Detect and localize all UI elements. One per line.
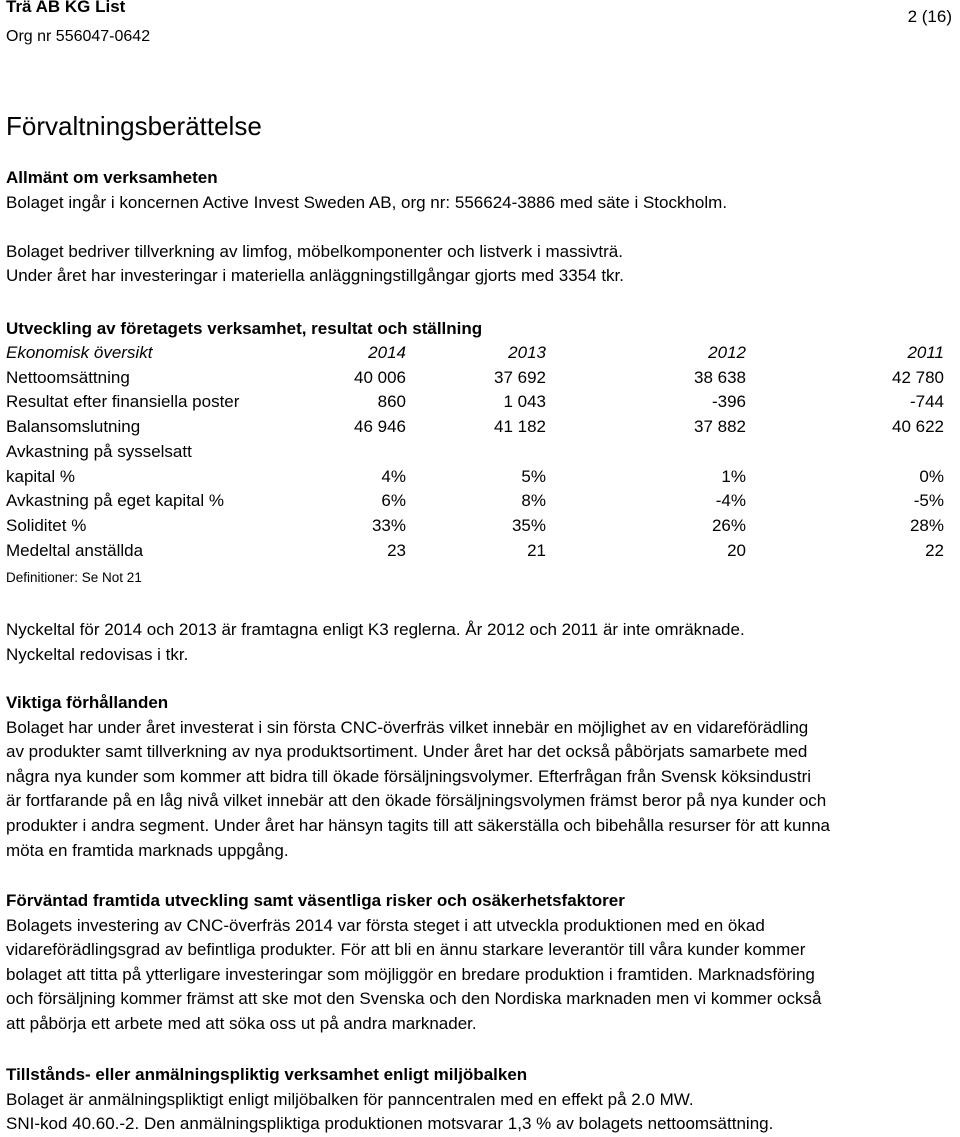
table-cell [296,440,406,465]
table-cell: 38 638 [694,367,746,387]
table-row [6,440,944,465]
row-label: Soliditet % [6,515,87,535]
paragraph-line: Bolaget är anmälningspliktigt enligt miljöbalken för panncentralen med en effekt på 2.0 MW. [6,1089,694,1109]
table-row [6,390,944,415]
paragraph-line: Bolagets investering av CNC-överfräs 2014 var första steget i att utveckla produktionen med en ökad [6,915,765,935]
page-number: 2 (16) [907,7,952,26]
table-row [6,366,944,391]
table-cell: 26% [711,515,746,535]
paragraph-line: produkter i andra segment. Under året har hänsyn tagits till att säkerställa och bibehålla resurser för att kunna [6,815,830,835]
key-figures-table [6,341,944,563]
paragraph-line: SNI-kod 40.60.-2. Den anmälningspliktiga produktionen motsvarar 1,3 % av bolagets nettoomsättning. [6,1114,774,1134]
row-label: Avkastning på sysselsatt [6,441,192,461]
row-label: Resultat efter finansiella poster [6,392,240,412]
row-label: kapital % [6,466,75,486]
table-cell: 28% [909,515,944,535]
section-heading: Tillstånds- eller anmälningspliktig verksamhet enligt miljöbalken [6,1065,528,1084]
definitions-note: Definitioner: Se Not 21 [6,570,142,585]
section-viktiga [6,691,948,863]
paragraph-line: Bolaget har under året investerat i sin första CNC-överfräs vilket innebär en möjlighet av en vidareförädling [6,717,809,737]
row-label: Balansomslutning [6,417,141,437]
paragraph-line: av produkter samt tillverkning av nya produktsortiment. Under året har det också påbörjats samarbete med [6,742,808,762]
row-label: Medeltal anställda [6,540,144,560]
section-miljo [6,1063,948,1137]
column-header: Ekonomisk översikt [6,343,153,362]
table-cell: 1% [721,466,746,486]
row-label: Avkastning på eget kapital % [6,491,224,511]
table-cell: 5% [521,466,546,486]
paragraph-line: bolaget att titta på ytterligare investeringar som möjliggör en bredare produktion i framtiden. Marknadsföring [6,964,815,984]
table-row [6,539,944,564]
paragraph-line: att påbörja ett arbete med att söka oss ut på andra marknader. [6,1013,477,1033]
table-cell: 42 780 [892,367,944,387]
table-cell: -744 [909,392,944,412]
page-title: Förvaltningsberättelse [6,111,262,141]
table-cell: 0% [919,466,944,486]
row-label: Nettoomsättning [6,367,130,387]
table-cell: 8% [521,491,546,511]
table-cell: 37 882 [694,417,746,437]
paragraph: Under året har investeringar i materiella anläggningstillgångar gjorts med 3354 tkr. [6,266,625,286]
table-cell [546,440,746,465]
table-cell: 860 [377,392,406,412]
section-heading: Allmänt om verksamheten [6,168,218,187]
paragraph: Nyckeltal redovisas i tkr. [6,644,189,664]
column-header: 2013 [508,343,546,362]
table-header-row [6,341,944,366]
table-cell: 23 [387,540,406,560]
company-name: Trä AB KG List [6,0,126,16]
table-row [6,514,944,539]
paragraph-line: och försäljning kommer främst att ske mot den Svenska och den Nordiska marknaden men vi kommer också [6,989,822,1009]
table-cell [406,440,546,465]
table-cell: 46 946 [354,417,406,437]
paragraph: Bolaget bedriver tillverkning av limfog, möbelkomponenter och listverk i massivträ. [6,241,623,261]
section-heading: Förväntad framtida utveckling samt väsentliga risker och osäkerhetsfaktorer [6,891,625,910]
table-cell: 37 692 [494,367,546,387]
table-cell: -4% [715,491,746,511]
table-row [6,465,944,490]
table-cell: 22 [925,540,944,560]
column-header: 2011 [907,343,944,362]
table-cell [746,440,944,465]
table-cell: 6% [381,491,406,511]
table-cell: 4% [381,466,406,486]
paragraph-line: är fortfarande på en låg nivå vilket innebär att den ökade försäljningsvolymen främst beror på nya kunder och [6,791,827,811]
table-cell: -396 [711,392,746,412]
table-cell: 40 006 [354,367,406,387]
paragraph-line: vidareförädlingsgrad av befintliga produkter. För att bli en ännu starkare leverantör till våra kunder kommer [6,940,806,960]
column-header: 2014 [368,343,406,362]
org-number: Org nr 556047-0642 [6,28,151,45]
paragraph-line: några nya kunder som kommer att bidra till ökade försäljningsvolymer. Efterfrågan från Svensk köksindustri [6,766,812,786]
table-cell: 35% [511,515,546,535]
table-row [6,415,944,440]
table-cell: 33% [371,515,406,535]
section-allmant [6,166,948,289]
table-row [6,489,944,514]
table-cell: 41 182 [494,417,546,437]
table-cell: 1 043 [503,392,546,412]
paragraph: Bolaget ingår i koncernen Active Invest Sweden AB, org nr: 556624-3886 med säte i Stockholm. [6,192,728,212]
table-cell: 40 622 [892,417,944,437]
table-cell: 21 [527,540,546,560]
paragraph-line: möta en framtida marknads uppgång. [6,840,289,860]
table-cell: -5% [913,491,944,511]
section-heading: Utveckling av företagets verksamhet, resultat och ställning [6,319,483,338]
paragraph: Nyckeltal för 2014 och 2013 är framtagna enligt K3 reglerna. År 2012 och 2011 är inte omräknade. [6,620,745,639]
section-heading: Viktiga förhållanden [6,693,169,712]
section-framtida [6,889,948,1037]
key-figures-note [6,618,948,667]
table-cell: 20 [727,540,746,560]
column-header: 2012 [708,343,746,362]
section-utveckling-heading [6,317,948,342]
